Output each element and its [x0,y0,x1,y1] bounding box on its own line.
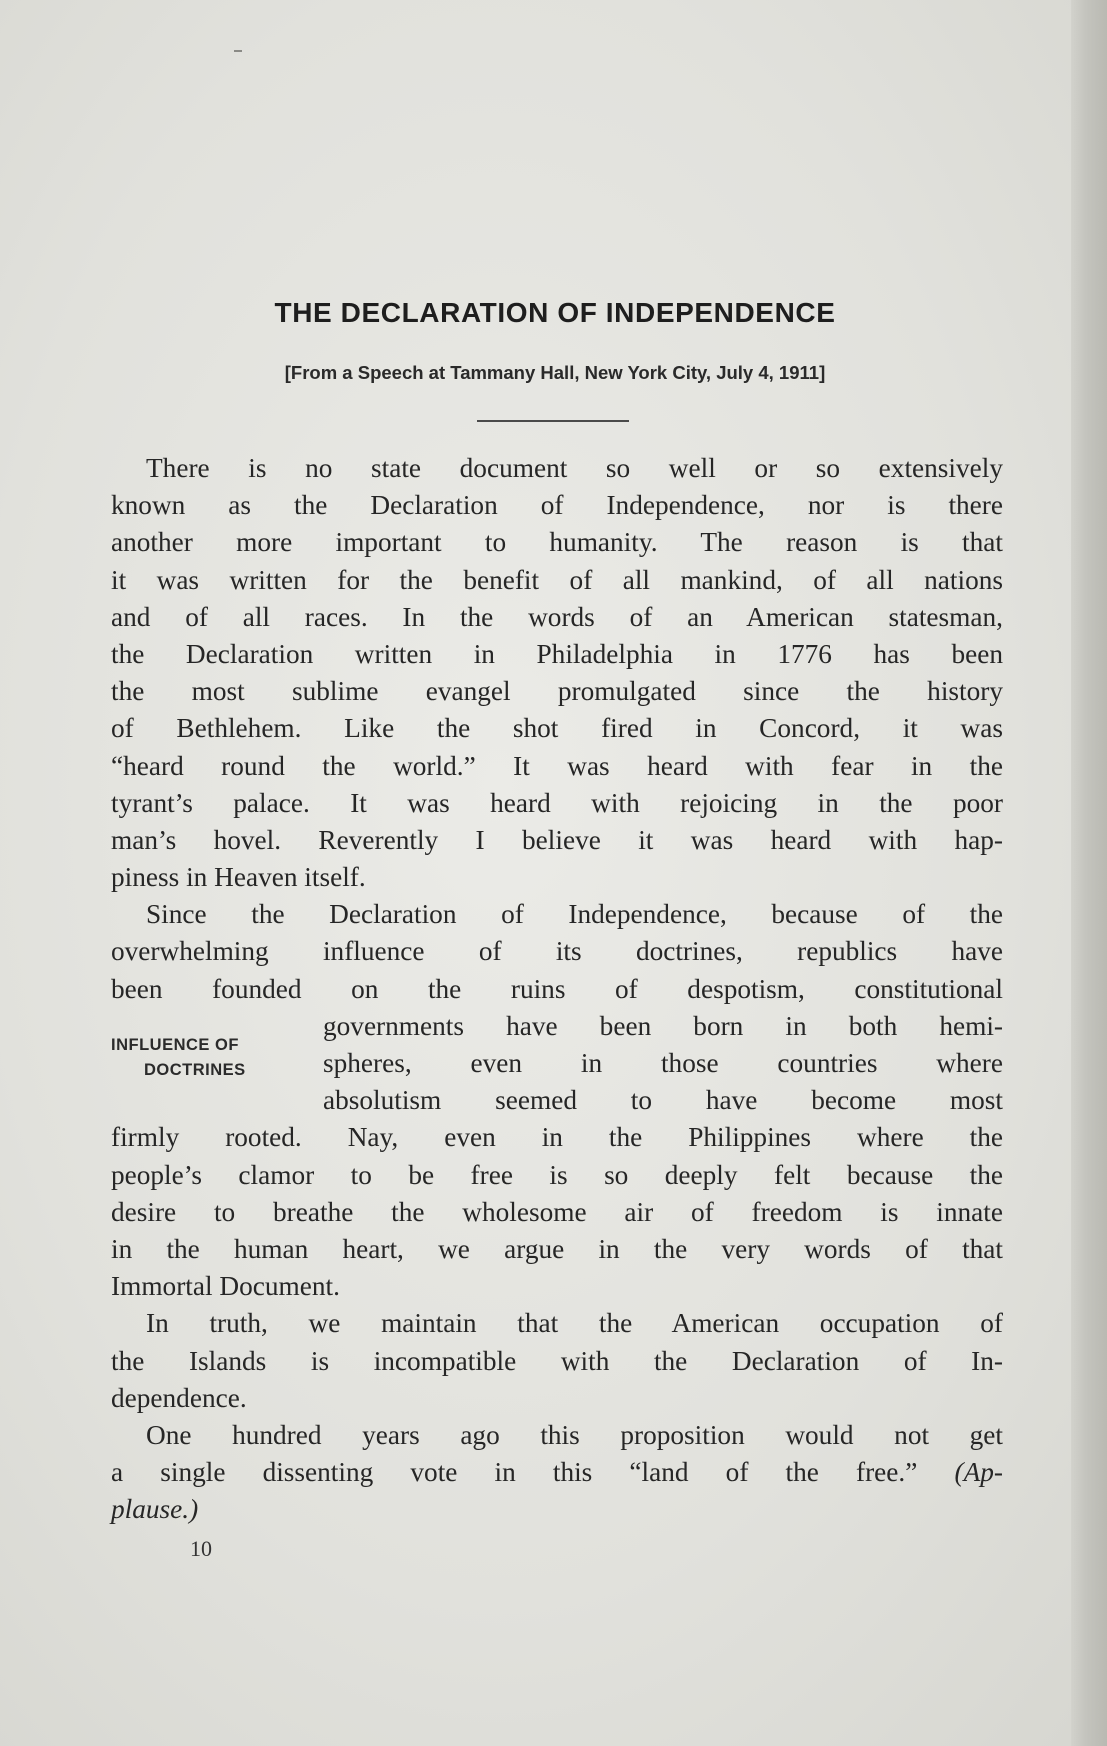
text-line: Immortal Document. [111,1271,340,1302]
text-line: the Declaration written in Philadelphia in 1776 has been [111,638,1003,669]
text-line: the Islands is incompatible with the Declaration of In- [111,1345,1003,1376]
text-line: tyrant’s palace. It was heard with rejoicing in the poor [111,787,1003,818]
applause-note: plause.) [111,1494,199,1525]
page-number: 10 [190,1536,212,1561]
text-line: desire to breathe the wholesome air of freedom is innate [111,1196,1003,1227]
text-line: spheres, even in those countries where [323,1048,1003,1078]
text-line [111,1491,1003,1528]
text-line: “heard round the world.” It was heard with fear in the [111,750,1003,781]
text-line: another more important to humanity. The reason is that [111,527,1003,558]
applause-note: (Ap- [954,1457,1003,1488]
title-divider [477,420,629,422]
text-line: been founded on the ruins of despotism, constitutional [111,973,1003,1004]
text-line: in the human heart, we argue in the very words of that [111,1233,1003,1264]
text-line: the most sublime evangel promulgated since the history [111,676,1003,707]
text-line: dependence. [111,1382,247,1413]
text-line: firmly rooted. Nay, even in the Philippines where the [111,1122,1003,1153]
page-title: THE DECLARATION OF INDEPENDENCE [274,297,836,328]
text-line: absolutism seemed to have become most [323,1085,1003,1116]
text-line: of Bethlehem. Like the shot fired in Concord, it was [111,713,1003,744]
speech-source: [From a Speech at Tammany Hall, New York City, July 4, 1911] [284,362,826,383]
text-line: known as the Declaration of Independence, nor is there [111,490,1003,521]
margin-note-line: INFLUENCE OF [111,1036,239,1054]
text-line: Since the Declaration of Independence, because of the [146,899,1003,930]
text-segment: a single dissenting vote in this “land of the free.” [111,1457,918,1488]
text-line: One hundred years ago this proposition would not get [146,1419,1003,1450]
body-text [111,450,1003,1528]
text-line [111,1454,1003,1491]
print-speck [234,50,242,52]
text-line: In truth, we maintain that the American occupation of [146,1308,1003,1339]
text-line: piness in Heaven itself. [111,862,366,893]
text-line: governments have been born in both hemi- [323,1010,1003,1041]
page-edge-shadow [1071,0,1107,1746]
text-line: overwhelming influence of its doctrines, republics have [111,936,1003,967]
text-line: man’s hovel. Reverently I believe it was heard with hap- [111,824,1003,855]
text-line: There is no state document so well or so extensively [146,453,1003,483]
margin-note [111,1033,311,1083]
margin-note-line: DOCTRINES [144,1061,246,1079]
text-line: it was written for the benefit of all mankind, of all nations [111,564,1003,595]
text-line: and of all races. In the words of an American statesman, [111,601,1003,632]
text-line: people’s clamor to be free is so deeply felt because the [111,1159,1003,1190]
